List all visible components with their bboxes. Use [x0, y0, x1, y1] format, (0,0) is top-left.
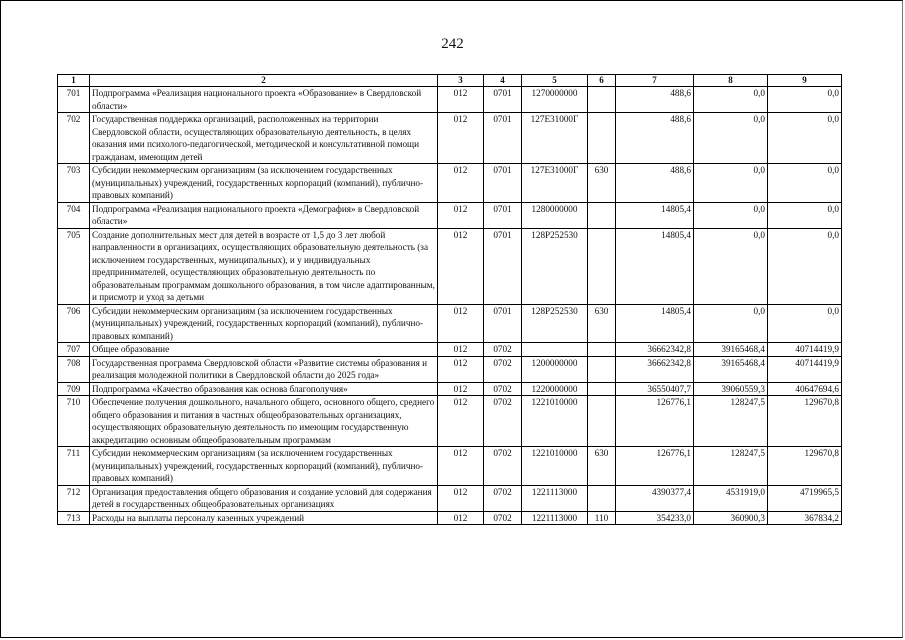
- value-col-7: 126776,1: [616, 447, 694, 486]
- row-name: Подпрограмма «Качество образования как основа благополучия»: [90, 382, 438, 396]
- code-ministry: 012: [438, 343, 484, 357]
- value-col-9: 0,0: [768, 87, 842, 113]
- row-number: 709: [58, 382, 90, 396]
- code-section: 0701: [484, 164, 522, 203]
- code-expense-type: [588, 485, 616, 511]
- value-col-8: 128247,5: [694, 396, 768, 447]
- code-expense-type: [588, 343, 616, 357]
- code-expense-type: [588, 228, 616, 304]
- value-col-7: 488,6: [616, 87, 694, 113]
- code-ministry: 012: [438, 228, 484, 304]
- value-col-8: 128247,5: [694, 447, 768, 486]
- row-name: Организация предоставления общего образования и создание условий для содержания детей в государственных общеобразовательных организациях: [90, 485, 438, 511]
- row-number: 707: [58, 343, 90, 357]
- code-expense-type: 630: [588, 164, 616, 203]
- value-col-9: 0,0: [768, 113, 842, 164]
- code-ministry: 012: [438, 164, 484, 203]
- value-col-9: 367834,2: [768, 511, 842, 525]
- code-ministry: 012: [438, 356, 484, 382]
- value-col-9: 129670,8: [768, 396, 842, 447]
- value-col-8: 39165468,4: [694, 356, 768, 382]
- table-row: [58, 343, 842, 357]
- row-number: 702: [58, 113, 90, 164]
- value-col-7: 126776,1: [616, 396, 694, 447]
- row-number: 713: [58, 511, 90, 525]
- budget-table: [57, 74, 842, 525]
- table-row: [58, 356, 842, 382]
- code-ministry: 012: [438, 382, 484, 396]
- code-expense-type: 630: [588, 304, 616, 343]
- table-row: [58, 164, 842, 203]
- row-name: Государственная программа Свердловской области «Развитие системы образования и реализация молодежной политики в Свердловской области до 2025 года»: [90, 356, 438, 382]
- value-col-7: 14805,4: [616, 304, 694, 343]
- row-name: Государственная поддержка организаций, расположенных на территории Свердловской области, осуществляющих образовательную деятельность, в целях оказания ими психолого-педагогической, методической и консультативной помощи гражданам, имеющим детей: [90, 113, 438, 164]
- code-target: 128P252530: [522, 228, 588, 304]
- value-col-9: 0,0: [768, 202, 842, 228]
- value-col-7: 354233,0: [616, 511, 694, 525]
- code-ministry: 012: [438, 202, 484, 228]
- value-col-7: 488,6: [616, 113, 694, 164]
- code-section: 0702: [484, 511, 522, 525]
- row-name: Создание дополнительных мест для детей в возрасте от 1,5 до 3 лет любой направленности в организациях, осуществляющих образовательную деятельность (за исключением государственных, муниципальных), и у индивидуальных предпринимателей, осуществляющих образовательную деятельность по образовательным программам дошкольного образования, в том числе адаптированным, и присмотр и уход за детьми: [90, 228, 438, 304]
- code-section: 0702: [484, 382, 522, 396]
- code-target: 1200000000: [522, 356, 588, 382]
- value-col-7: 36662342,8: [616, 356, 694, 382]
- row-number: 701: [58, 87, 90, 113]
- code-ministry: 012: [438, 113, 484, 164]
- value-col-8: 4531919,0: [694, 485, 768, 511]
- code-target: 128P252530: [522, 304, 588, 343]
- header-cell: 1: [58, 75, 90, 87]
- code-target: 127E31000Г: [522, 113, 588, 164]
- value-col-9: 0,0: [768, 228, 842, 304]
- code-expense-type: [588, 396, 616, 447]
- code-section: 0701: [484, 304, 522, 343]
- row-name: Общее образование: [90, 343, 438, 357]
- header-cell: 4: [484, 75, 522, 87]
- header-cell: 8: [694, 75, 768, 87]
- code-target: 1270000000: [522, 87, 588, 113]
- row-number: 712: [58, 485, 90, 511]
- value-col-9: 129670,8: [768, 447, 842, 486]
- row-name: Субсидии некоммерческим организациям (за исключением государственных (муниципальных) учреждений, государственных корпораций (компаний), публично-правовых компаний): [90, 164, 438, 203]
- row-number: 711: [58, 447, 90, 486]
- code-section: 0702: [484, 396, 522, 447]
- table-row: [58, 396, 842, 447]
- value-col-9: 0,0: [768, 164, 842, 203]
- code-ministry: 012: [438, 87, 484, 113]
- value-col-8: 0,0: [694, 87, 768, 113]
- row-number: 705: [58, 228, 90, 304]
- table-row: [58, 304, 842, 343]
- header-cell: 9: [768, 75, 842, 87]
- code-section: 0701: [484, 87, 522, 113]
- code-target: 1220000000: [522, 382, 588, 396]
- row-number: 710: [58, 396, 90, 447]
- code-target: 1280000000: [522, 202, 588, 228]
- value-col-8: 39165468,4: [694, 343, 768, 357]
- value-col-8: 0,0: [694, 228, 768, 304]
- value-col-7: 14805,4: [616, 202, 694, 228]
- code-target: 127E31000Г: [522, 164, 588, 203]
- code-expense-type: [588, 382, 616, 396]
- value-col-8: 0,0: [694, 164, 768, 203]
- row-number: 703: [58, 164, 90, 203]
- row-name: Расходы на выплаты персоналу казенных учреждений: [90, 511, 438, 525]
- row-name: Субсидии некоммерческим организациям (за исключением государственных (муниципальных) учреждений, государственных корпораций (компаний), публично-правовых компаний): [90, 304, 438, 343]
- value-col-7: 488,6: [616, 164, 694, 203]
- value-col-9: 0,0: [768, 304, 842, 343]
- code-section: 0702: [484, 485, 522, 511]
- header-cell: 2: [90, 75, 438, 87]
- row-name: Подпрограмма «Реализация национального проекта «Демография» в Свердловской области»: [90, 202, 438, 228]
- header-cell: 3: [438, 75, 484, 87]
- table-row: [58, 485, 842, 511]
- header-cell: 5: [522, 75, 588, 87]
- value-col-7: 4390377,4: [616, 485, 694, 511]
- value-col-9: 40714419,9: [768, 343, 842, 357]
- code-target: 1221113000: [522, 511, 588, 525]
- code-target: [522, 343, 588, 357]
- value-col-7: 36662342,8: [616, 343, 694, 357]
- table-row: [58, 113, 842, 164]
- code-ministry: 012: [438, 485, 484, 511]
- page-number: 242: [441, 36, 464, 52]
- table-row: [58, 511, 842, 525]
- code-ministry: 012: [438, 447, 484, 486]
- header-row: [58, 75, 842, 87]
- table-row: [58, 87, 842, 113]
- code-section: 0702: [484, 447, 522, 486]
- value-col-7: 14805,4: [616, 228, 694, 304]
- code-section: 0702: [484, 343, 522, 357]
- table-row: [58, 447, 842, 486]
- code-expense-type: [588, 202, 616, 228]
- table-row: [58, 228, 842, 304]
- code-target: 1221010000: [522, 447, 588, 486]
- row-name: Обеспечение получения дошкольного, начального общего, основного общего, среднего общего образования и питания в частных общеобразовательных организациях, осуществляющих образовательную деятельность по имеющим государственную аккредитацию основным общеобразовательным программам: [90, 396, 438, 447]
- code-ministry: 012: [438, 304, 484, 343]
- value-col-8: 360900,3: [694, 511, 768, 525]
- row-number: 708: [58, 356, 90, 382]
- code-section: 0701: [484, 113, 522, 164]
- row-name: Субсидии некоммерческим организациям (за исключением государственных (муниципальных) учреждений, государственных корпораций (компаний), публично-правовых компаний): [90, 447, 438, 486]
- table-row: [58, 382, 842, 396]
- value-col-7: 36550407,7: [616, 382, 694, 396]
- value-col-9: 40647694,6: [768, 382, 842, 396]
- code-expense-type: 110: [588, 511, 616, 525]
- code-expense-type: [588, 87, 616, 113]
- code-target: 1221010000: [522, 396, 588, 447]
- value-col-9: 40714419,9: [768, 356, 842, 382]
- code-section: 0701: [484, 228, 522, 304]
- table-row: [58, 202, 842, 228]
- row-number: 706: [58, 304, 90, 343]
- value-col-8: 0,0: [694, 304, 768, 343]
- header-cell: 6: [588, 75, 616, 87]
- code-ministry: 012: [438, 511, 484, 525]
- value-col-8: 0,0: [694, 202, 768, 228]
- value-col-9: 4719965,5: [768, 485, 842, 511]
- code-section: 0702: [484, 356, 522, 382]
- code-section: 0701: [484, 202, 522, 228]
- header-cell: 7: [616, 75, 694, 87]
- row-name: Подпрограмма «Реализация национального проекта «Образование» в Свердловской области»: [90, 87, 438, 113]
- code-expense-type: 630: [588, 447, 616, 486]
- code-ministry: 012: [438, 396, 484, 447]
- value-col-8: 0,0: [694, 113, 768, 164]
- code-target: 1221113000: [522, 485, 588, 511]
- row-number: 704: [58, 202, 90, 228]
- code-expense-type: [588, 356, 616, 382]
- code-expense-type: [588, 113, 616, 164]
- value-col-8: 39060559,3: [694, 382, 768, 396]
